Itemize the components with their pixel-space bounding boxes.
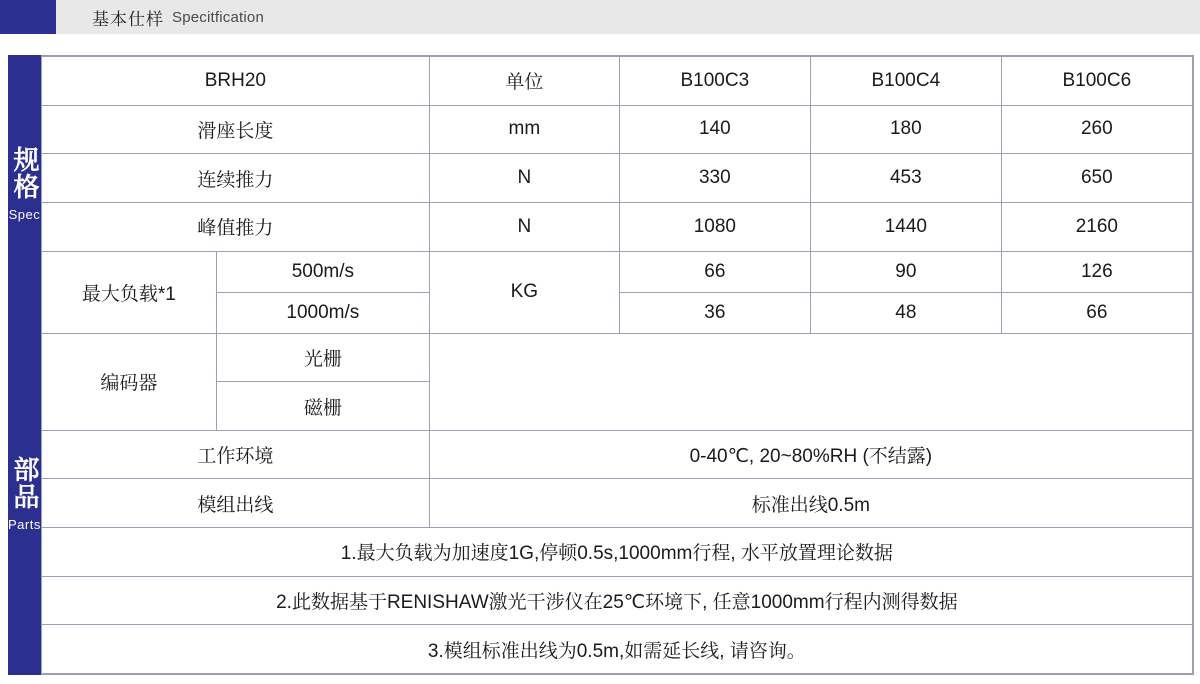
side-label-parts-cn: 部品 <box>9 456 40 510</box>
row-unit-stroke-length: mm <box>429 105 619 154</box>
row-label-encoder: 编码器 <box>41 333 216 430</box>
sub-label-encoder-optical: 光栅 <box>216 333 429 382</box>
header-cell-model: BRH20 <box>41 57 429 106</box>
sub-label-max-load-500: 500m/s <box>216 251 429 292</box>
row-label-environment: 工作环境 <box>41 430 429 479</box>
side-label-spec-en: Spec <box>8 207 41 222</box>
side-label-spec <box>8 55 41 313</box>
note-3: 3.模组标准出线为0.5m,如需延长线, 请咨询。 <box>41 625 1192 674</box>
table-row <box>41 625 1192 674</box>
cell-max-load-1000-c6: 66 <box>1001 292 1192 333</box>
row-unit-max-load: KG <box>429 251 619 333</box>
cell-max-load-1000-c3: 36 <box>619 292 810 333</box>
header-cell-unit: 单位 <box>429 57 619 106</box>
header-title-en: Specitfication <box>172 8 265 26</box>
sub-label-max-load-1000: 1000m/s <box>216 292 429 333</box>
header-cell-b100c4: B100C4 <box>810 57 1001 106</box>
cell-stroke-length-c4: 180 <box>810 105 1001 154</box>
row-unit-peak-force: N <box>429 202 619 251</box>
spec-table-wrapper <box>41 55 1194 675</box>
cell-continuous-force-c6: 650 <box>1001 154 1192 203</box>
side-label-column <box>8 55 41 675</box>
row-label-peak-force: 峰值推力 <box>41 202 429 251</box>
header-cell-b100c6: B100C6 <box>1001 57 1192 106</box>
header <box>0 0 1200 34</box>
content-area <box>8 55 1192 675</box>
note-1: 1.最大负载为加速度1G,停顿0.5s,1000mm行程, 水平放置理论数据 <box>41 528 1192 577</box>
header-title-bar <box>56 0 1200 34</box>
cell-max-load-500-c6: 126 <box>1001 251 1192 292</box>
table-row <box>41 251 1192 292</box>
table-header-row <box>41 57 1192 106</box>
header-accent-block <box>0 0 56 34</box>
table-row <box>41 105 1192 154</box>
table-row <box>41 202 1192 251</box>
cell-continuous-force-c4: 453 <box>810 154 1001 203</box>
side-label-parts <box>8 313 41 675</box>
row-label-cable: 模组出线 <box>41 479 429 528</box>
cell-stroke-length-c3: 140 <box>619 105 810 154</box>
table-row <box>41 333 1192 382</box>
cell-peak-force-c3: 1080 <box>619 202 810 251</box>
table-row <box>41 430 1192 479</box>
cell-cable-value: 标准出线0.5m <box>429 479 1192 528</box>
row-label-stroke-length: 滑座长度 <box>41 105 429 154</box>
sub-label-encoder-magnetic: 磁栅 <box>216 382 429 431</box>
side-label-parts-en: Parts <box>8 517 41 532</box>
cell-peak-force-c6: 2160 <box>1001 202 1192 251</box>
cell-continuous-force-c3: 330 <box>619 154 810 203</box>
table-row <box>41 576 1192 625</box>
cell-stroke-length-c6: 260 <box>1001 105 1192 154</box>
table-row <box>41 479 1192 528</box>
row-label-continuous-force: 连续推力 <box>41 154 429 203</box>
row-unit-continuous-force: N <box>429 154 619 203</box>
cell-encoder-empty <box>429 333 1192 430</box>
row-label-max-load: 最大负载*1 <box>41 251 216 333</box>
spec-table <box>41 56 1193 674</box>
note-2: 2.此数据基于RENISHAW激光干涉仪在25℃环境下, 任意1000mm行程内测得数据 <box>41 576 1192 625</box>
cell-max-load-1000-c4: 48 <box>810 292 1001 333</box>
header-cell-b100c3: B100C3 <box>619 57 810 106</box>
side-label-spec-cn: 规格 <box>9 146 40 200</box>
table-row <box>41 528 1192 577</box>
header-title-cn: 基本仕样 <box>92 9 164 29</box>
cell-peak-force-c4: 1440 <box>810 202 1001 251</box>
cell-max-load-500-c3: 66 <box>619 251 810 292</box>
cell-environment-value: 0-40℃, 20~80%RH (不结露) <box>429 430 1192 479</box>
cell-max-load-500-c4: 90 <box>810 251 1001 292</box>
table-row <box>41 154 1192 203</box>
